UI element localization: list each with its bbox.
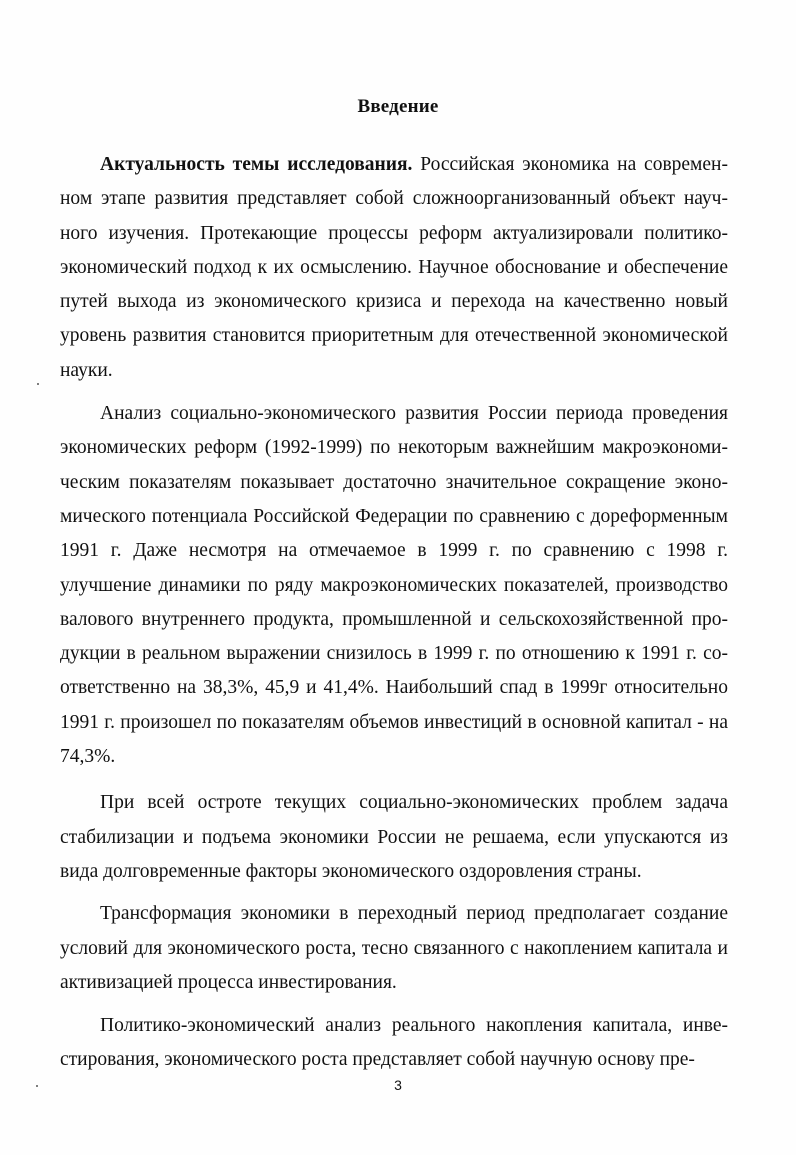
section-title: Введение	[357, 96, 439, 117]
paragraph-3: При всей остроте текущих социально-экономических проблем задача стабилизации и подъема экономики России не решаема, если упускаются из вида долговременные факторы экономического оздоровления страны.	[60, 792, 728, 882]
paragraph-4: Трансформация экономики в переходный период предполагает создание условий для экономического роста, тесно связанного с накоплением капитала и активизацией процесса инвестирования.	[60, 903, 728, 993]
paragraph-1	[60, 148, 728, 388]
scan-speck	[37, 383, 39, 385]
paragraph-lead: Актуальность темы исследования.	[100, 154, 413, 175]
page-number: 3	[394, 1077, 402, 1093]
scan-speck	[36, 1085, 38, 1087]
paragraph-2: Анализ социально-экономического развития России периода проведения экономических реформ (1992-1999) по некоторым важнейшим макроэкономическим показателям показывает достаточно значительное сокращение экономического потенциала Российской Федерации по сравнению с дореформенным 1991 г. Даже несмотря на отмечаемое в 1999 г. по сравнению с 1998 г. улучшение динамики по ряду макроэкономических показателей, производство валового внутреннего продукта, промышленной и сельскохозяйственной продукции в реальном выражении снизилось в 1999 г. по отношению к 1991 г. соответственно на 38,3%, 45,9 и 41,4%. Наибольший спад в 1999г относительно 1991 г. произошел по показателям объемов инвестиций в основной капитал - на 74,3%.	[60, 403, 728, 768]
body-text	[60, 148, 728, 1084]
paragraph-5: Политико-экономический анализ реального накопления капитала, инвестирования, экономического роста представляет собой научную основу пре-	[60, 1015, 728, 1071]
paragraph-text: Российская экономика на совремeнном этапе развития представляет собой сложноорганизованный объект научного изучения. Протекающие процессы реформ актуализировали политико-экономический подход к их осмыслению. Научное обоснование и обеспечение путей выхода из экономического кризиса и перехода на качественно новый уровень развития становится приоритетным для отечественной экономической науки.	[60, 154, 728, 381]
